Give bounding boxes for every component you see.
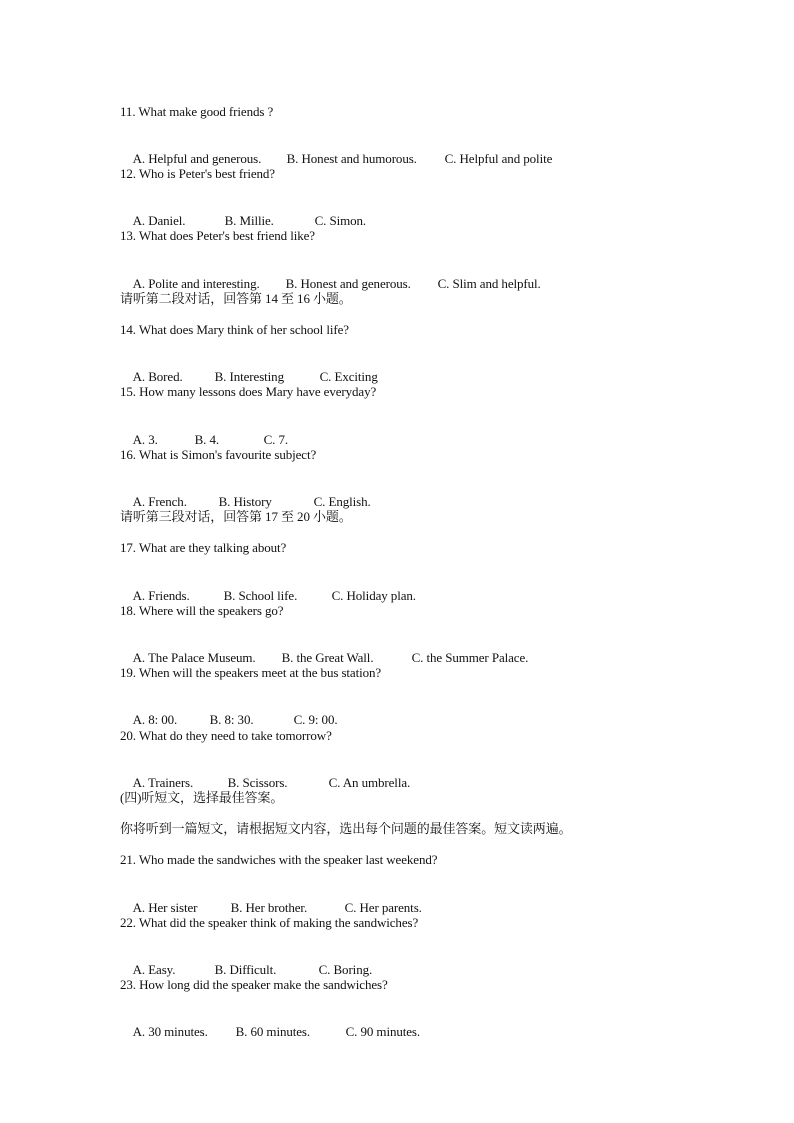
question-13: 13. What does Peter's best friend like? bbox=[120, 228, 315, 243]
section-heading-2: 请听第二段对话，回答第 14 至 16 小题。 bbox=[120, 291, 352, 306]
option-b: B. the Great Wall. bbox=[281, 650, 374, 665]
question-22: 22. What did the speaker think of making the sandwiches? bbox=[120, 915, 419, 930]
option-a: A. Helpful and generous. bbox=[132, 151, 262, 166]
option-b: B. Millie. bbox=[224, 213, 274, 228]
question-15: 15. How many lessons does Mary have everyday? bbox=[120, 384, 377, 399]
option-b: B. 8: 30. bbox=[209, 712, 254, 727]
section-heading-3: 请听第三段对话，回答第 17 至 20 小题。 bbox=[120, 509, 352, 524]
option-b: B. 4. bbox=[194, 432, 220, 447]
option-a: A. The Palace Museum. bbox=[132, 650, 256, 665]
question-23: 23. How long did the speaker make the sandwiches? bbox=[120, 977, 388, 992]
question-20: 20. What do they need to take tomorrow? bbox=[120, 728, 332, 743]
section-instructions: 你将听到一篇短文，请根据短文内容，选出每个问题的最佳答案。短文读两遍。 bbox=[120, 821, 572, 836]
option-c: C. Simon. bbox=[314, 213, 367, 228]
option-a: A. Bored. bbox=[132, 369, 183, 384]
question-16: 16. What is Simon's favourite subject? bbox=[120, 447, 317, 462]
question-14: 14. What does Mary think of her school life? bbox=[120, 322, 349, 337]
option-b: B. Honest and generous. bbox=[285, 276, 411, 291]
option-c: C. Holiday plan. bbox=[331, 588, 416, 603]
option-a: A. 30 minutes. bbox=[132, 1024, 208, 1039]
option-b: B. Difficult. bbox=[214, 962, 277, 977]
option-a: A. Trainers. bbox=[132, 775, 194, 790]
section-heading-4: (四)听短文，选择最佳答案。 bbox=[120, 790, 284, 805]
option-b: B. Scissors. bbox=[227, 775, 288, 790]
option-a: A. Daniel. bbox=[132, 213, 186, 228]
option-a: A. 8: 00. bbox=[132, 712, 178, 727]
question-12: 12. Who is Peter's best friend? bbox=[120, 166, 275, 181]
question-19: 19. When will the speakers meet at the bus station? bbox=[120, 665, 382, 680]
option-b: B. Honest and humorous. bbox=[286, 151, 417, 166]
question-11: 11. What make good friends ? bbox=[120, 104, 274, 119]
option-c: C. Helpful and polite bbox=[444, 151, 553, 166]
option-c: C. An umbrella. bbox=[328, 775, 411, 790]
option-a: A. Her sister bbox=[132, 900, 198, 915]
option-a: A. 3. bbox=[132, 432, 158, 447]
option-b: B. History bbox=[218, 494, 272, 509]
option-b: B. School life. bbox=[223, 588, 298, 603]
question-18: 18. Where will the speakers go? bbox=[120, 603, 284, 618]
option-c: C. Her parents. bbox=[344, 900, 422, 915]
option-a: A. Polite and interesting. bbox=[132, 276, 260, 291]
option-c: C. English. bbox=[313, 494, 371, 509]
option-c: C. Boring. bbox=[318, 962, 373, 977]
option-c: C. 7. bbox=[263, 432, 289, 447]
question-17: 17. What are they talking about? bbox=[120, 540, 287, 555]
option-c: C. 9: 00. bbox=[293, 712, 338, 727]
option-c: C. Exciting bbox=[319, 369, 378, 384]
option-b: B. 60 minutes. bbox=[235, 1024, 311, 1039]
option-c: C. Slim and helpful. bbox=[437, 276, 541, 291]
option-b: B. Her brother. bbox=[230, 900, 308, 915]
option-a: A. French. bbox=[132, 494, 187, 509]
option-a: A. Friends. bbox=[132, 588, 190, 603]
option-b: B. Interesting bbox=[214, 369, 284, 384]
question-21: 21. Who made the sandwiches with the speaker last weekend? bbox=[120, 852, 438, 867]
option-c: C. the Summer Palace. bbox=[411, 650, 529, 665]
option-a: A. Easy. bbox=[132, 962, 176, 977]
options-23 bbox=[120, 1008, 420, 1056]
option-c: C. 90 minutes. bbox=[345, 1024, 421, 1039]
